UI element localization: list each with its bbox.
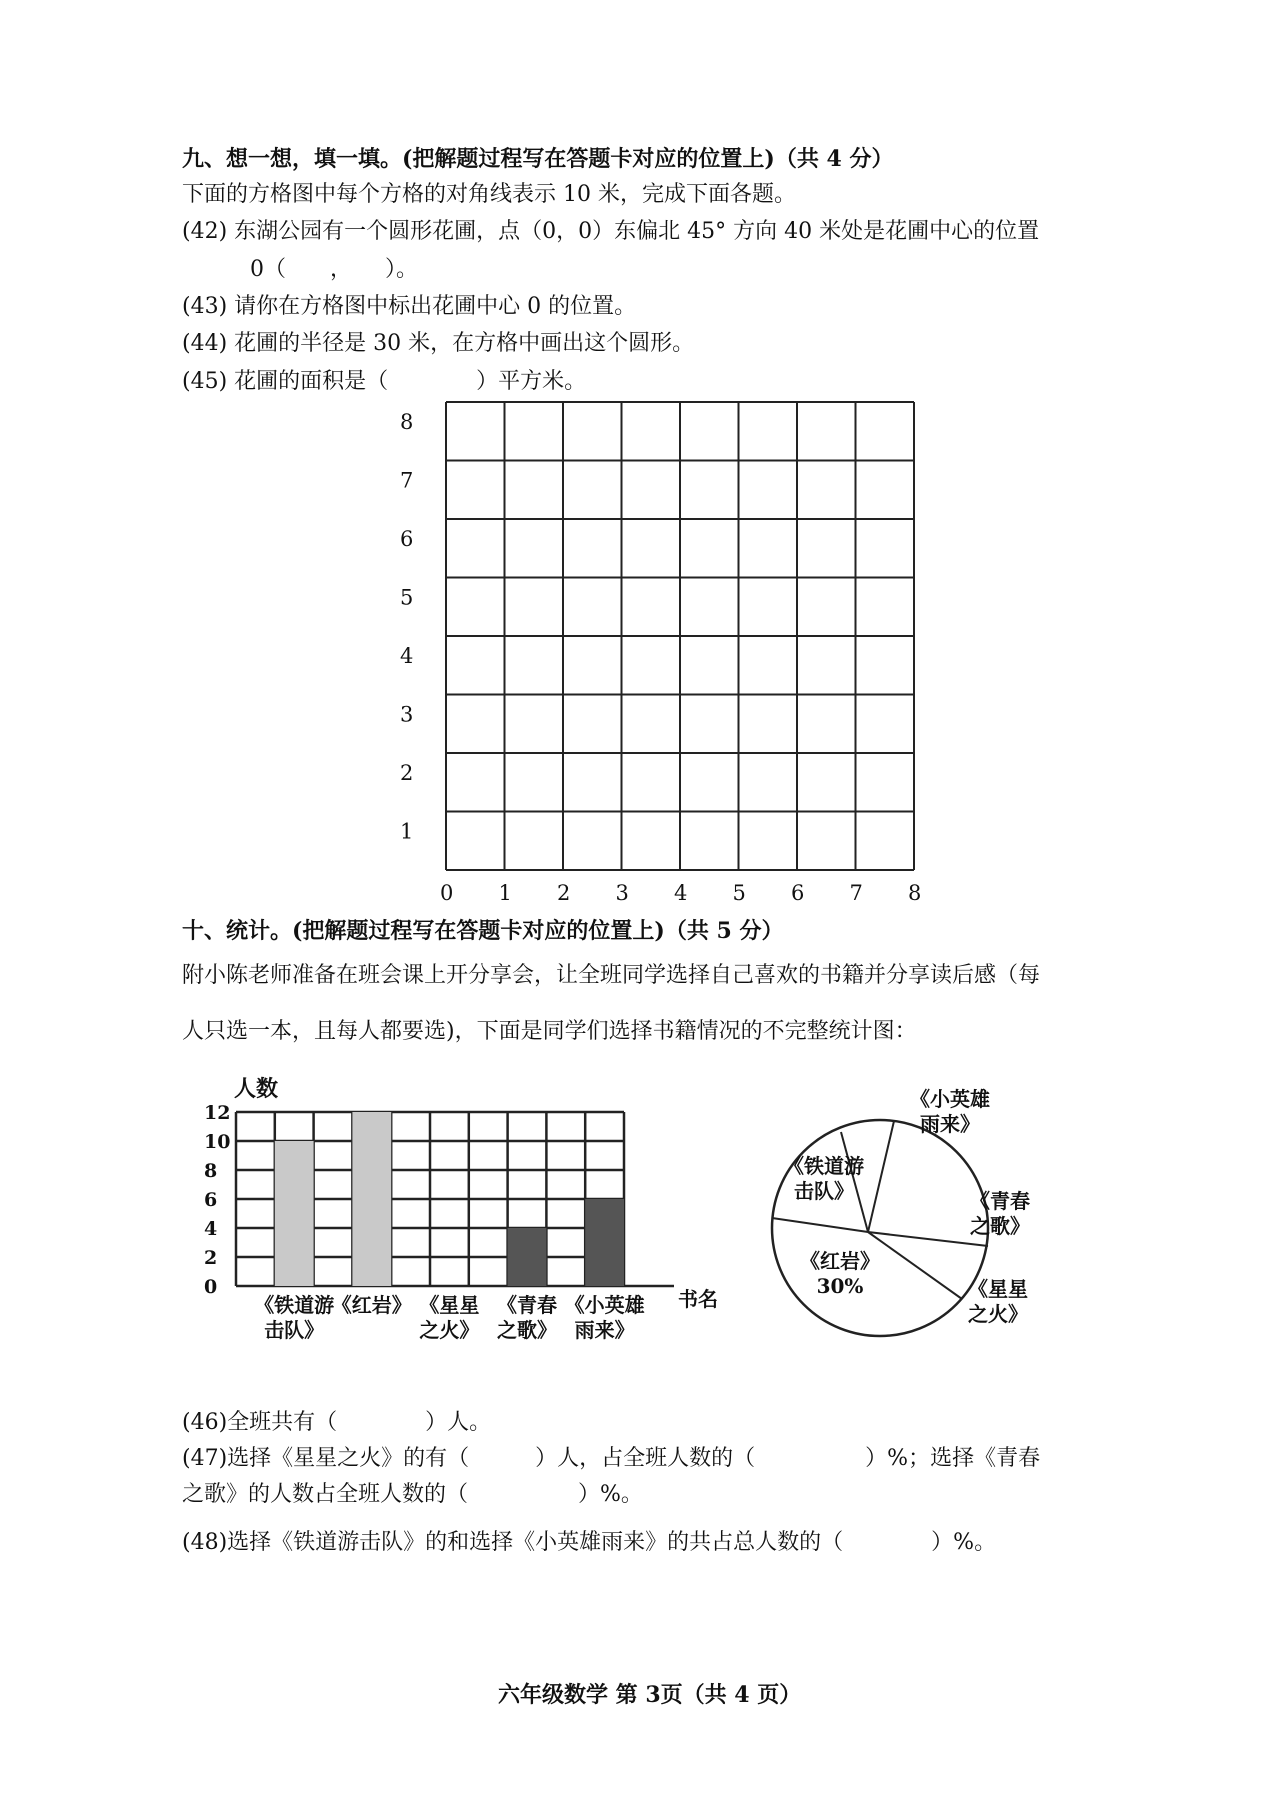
bar-4: [585, 1199, 624, 1286]
bar-chart-ylabel: 人数: [234, 1076, 279, 1102]
question-42-line1: (42) 东湖公园有一个圆形花圃，点（0，0）东偏北 45° 方向 40 米处是花圃中心的位置: [182, 219, 1040, 244]
grid-x-label: 5: [732, 881, 746, 905]
grid-x-label: 6: [791, 881, 805, 905]
bar-category-label: 击队》: [264, 1318, 325, 1342]
bar-category-label: 《小英雄: [564, 1293, 645, 1317]
pie-slice-label: 之歌》: [970, 1214, 1030, 1238]
question-44: (44) 花圃的半径是 30 米，在方格中画出这个圆形。: [182, 331, 695, 356]
bar-category-label: 雨来》: [574, 1318, 635, 1342]
bar-category-label: 之歌》: [497, 1318, 557, 1342]
grid-y-label: 2: [400, 761, 414, 785]
pie-slice-label: 击队》: [794, 1179, 854, 1203]
pie-outline: [772, 1120, 988, 1336]
pie-slice-divider: [772, 1218, 868, 1232]
bar-1: [352, 1112, 391, 1286]
bar-chart: [200, 1078, 740, 1358]
bar-0: [275, 1141, 314, 1286]
pie-chart: [760, 1078, 1080, 1358]
bar-y-tick-label: 6: [204, 1189, 218, 1211]
section-10-heading: 十、统计。(把解题过程写在答题卡对应的位置上)（共 5 分）: [182, 918, 784, 944]
question-47-line1: (47)选择《星星之火》的有（ ）人，占全班人数的（ ）%；选择《青春: [182, 1446, 1041, 1471]
grid-x-label: 3: [615, 881, 629, 905]
grid-y-label: 3: [400, 702, 414, 727]
pie-slice-label: 30%: [816, 1274, 864, 1298]
section-10-intro-line2: 人只选一本，且每人都要选)，下面是同学们选择书籍情况的不完整统计图：: [182, 1019, 917, 1044]
section-9-intro: 下面的方格图中每个方格的对角线表示 10 米，完成下面各题。: [182, 182, 796, 207]
pie-slice-label: 《小英雄: [910, 1087, 990, 1111]
grid-y-label: 5: [400, 585, 414, 610]
section-9-heading: 九、想一想，填一填。(把解题过程写在答题卡对应的位置上)（共 4 分）: [182, 146, 894, 172]
pie-slice-label: 之火》: [968, 1302, 1028, 1326]
question-48: (48)选择《铁道游击队》的和选择《小英雄雨来》的共占总人数的（ ）%。: [182, 1530, 997, 1555]
pie-slice-label: 《青春: [970, 1189, 1030, 1213]
pie-slice-label: 《红岩》: [800, 1249, 880, 1273]
bar-y-tick-label: 0: [204, 1276, 218, 1298]
grid-x-label: 0: [440, 881, 454, 905]
grid-x-label: 4: [674, 881, 688, 905]
grid-y-label: 7: [400, 468, 414, 493]
question-47-line2: 之歌》的人数占全班人数的（ ）%。: [182, 1482, 643, 1507]
pie-slice-label: 《铁道游: [784, 1154, 864, 1178]
bar-y-tick-label: 10: [204, 1131, 231, 1153]
bar-category-label: 《红岩》: [331, 1293, 412, 1317]
question-42-line2: 0（ ， ）。: [250, 257, 418, 282]
bar-category-label: 之火》: [419, 1318, 480, 1342]
section-10-intro-line1: 附小陈老师准备在班会课上开分享会，让全班同学选择自己喜欢的书籍并分享读后感（每: [182, 963, 1041, 988]
bar-chart-xlabel: 书名: [678, 1287, 718, 1311]
pie-slice-divider: [868, 1121, 894, 1232]
question-43: (43) 请你在方格图中标出花圃中心 0 的位置。: [182, 294, 637, 319]
bar-category-label: 《铁道游: [254, 1293, 335, 1317]
grid-y-label: 6: [400, 527, 414, 551]
grid-x-label: 2: [557, 881, 571, 905]
bar-y-tick-label: 8: [204, 1160, 218, 1182]
grid-x-label: 7: [849, 881, 863, 905]
bar-category-label: 《青春: [497, 1293, 557, 1317]
page-footer: 六年级数学 第 3页（共 4 页）: [498, 1682, 802, 1708]
grid-y-label: 8: [400, 410, 414, 434]
grid-x-label: 1: [498, 881, 512, 905]
bar-y-tick-label: 12: [204, 1102, 231, 1124]
question-45: (45) 花圃的面积是（ ）平方米。: [182, 369, 587, 394]
pie-slice-label: 《星星: [968, 1277, 1028, 1301]
bar-y-tick-label: 4: [204, 1218, 218, 1240]
bar-y-tick-label: 2: [204, 1247, 218, 1269]
coordinate-grid: [380, 395, 920, 905]
question-46: (46)全班共有（ ）人。: [182, 1410, 492, 1435]
bar-3: [508, 1228, 547, 1286]
grid-y-label: 4: [400, 644, 414, 668]
grid-x-label: 8: [908, 881, 922, 905]
grid-y-label: 1: [400, 819, 414, 844]
bar-category-label: 《星星: [419, 1293, 480, 1317]
pie-slice-label: 雨来》: [920, 1112, 980, 1136]
